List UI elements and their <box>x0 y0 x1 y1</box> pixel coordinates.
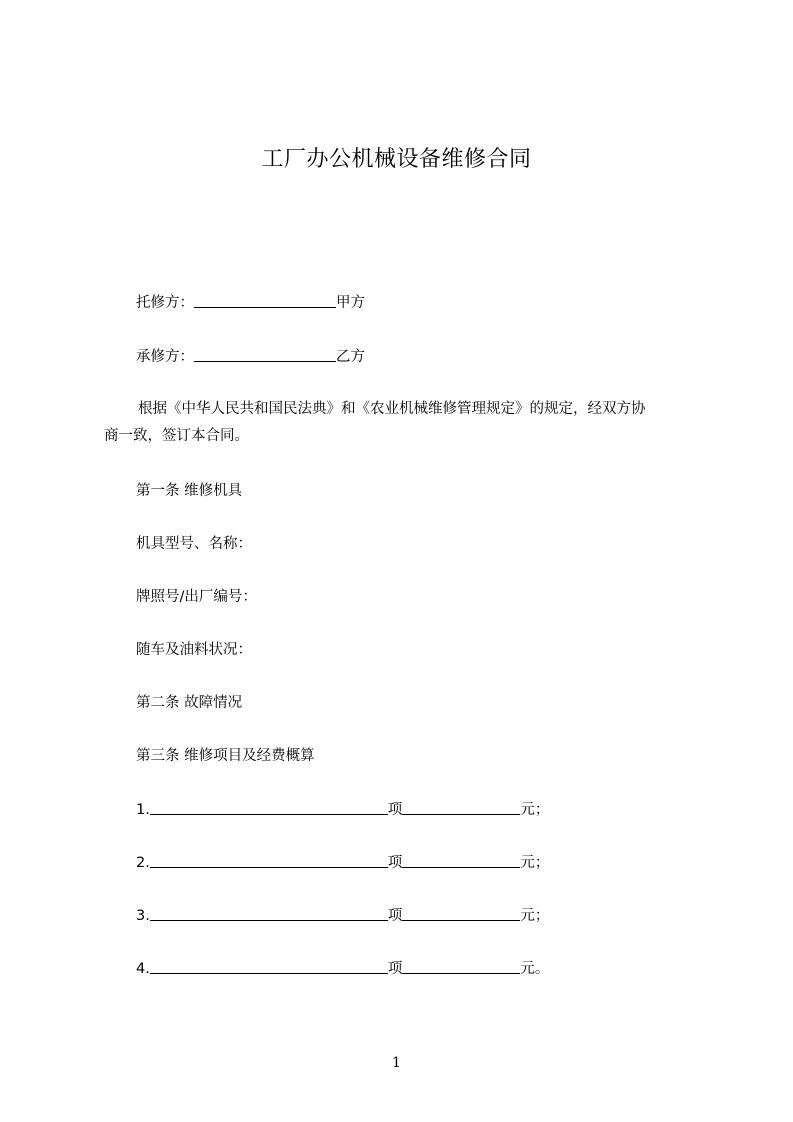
list-item <box>136 851 549 872</box>
item-number: 1. <box>136 802 150 818</box>
article-1-heading: 第一条 维修机具 <box>136 483 243 499</box>
contractor-blank[interactable] <box>194 347 336 362</box>
field-fuel-status: 随车及油料状况： <box>136 642 252 658</box>
item-number: 2. <box>136 855 150 871</box>
field-plate-number: 牌照号/出厂编号： <box>136 589 257 605</box>
list-item <box>136 957 549 978</box>
article-3-heading: 第三条 维修项目及经费概算 <box>136 748 315 764</box>
contractor-line <box>136 345 365 366</box>
item-amount-blank[interactable] <box>402 959 520 974</box>
client-blank[interactable] <box>194 293 336 308</box>
item-amount-blank[interactable] <box>402 800 520 815</box>
list-item <box>136 798 549 819</box>
item-unit-project: 项 <box>387 908 403 924</box>
preamble-paragraph <box>104 396 704 450</box>
item-project-blank[interactable] <box>150 959 388 974</box>
item-unit-project: 项 <box>387 961 403 977</box>
page-number: 1 <box>392 1055 401 1071</box>
item-amount-blank[interactable] <box>402 906 520 921</box>
item-project-blank[interactable] <box>150 800 388 815</box>
item-amount-blank[interactable] <box>402 853 520 868</box>
preamble-line-2: 商一致，签订本合同。 <box>104 428 249 444</box>
item-number: 3. <box>136 908 150 924</box>
contractor-suffix: 乙方 <box>336 349 365 365</box>
item-unit-yuan: 元。 <box>520 961 550 977</box>
item-number: 4. <box>136 961 150 977</box>
item-unit-yuan: 元； <box>520 855 550 871</box>
document-title: 工厂办公机械设备维修合同 <box>261 147 532 172</box>
contractor-label: 承修方： <box>136 349 194 365</box>
client-line <box>136 291 365 312</box>
preamble-line-1: 根据《中华人民共和国民法典》和《农业机械维修管理规定》的规定，经双方协 <box>138 401 646 417</box>
item-project-blank[interactable] <box>150 853 388 868</box>
field-model-name: 机具型号、名称： <box>136 536 252 552</box>
item-unit-project: 项 <box>387 802 403 818</box>
item-unit-project: 项 <box>387 855 403 871</box>
client-suffix: 甲方 <box>336 295 365 311</box>
item-unit-yuan: 元； <box>520 908 550 924</box>
item-project-blank[interactable] <box>150 906 388 921</box>
item-unit-yuan: 元； <box>520 802 550 818</box>
article-2-heading: 第二条 故障情况 <box>136 695 243 711</box>
client-label: 托修方： <box>136 295 194 311</box>
list-item <box>136 904 549 925</box>
